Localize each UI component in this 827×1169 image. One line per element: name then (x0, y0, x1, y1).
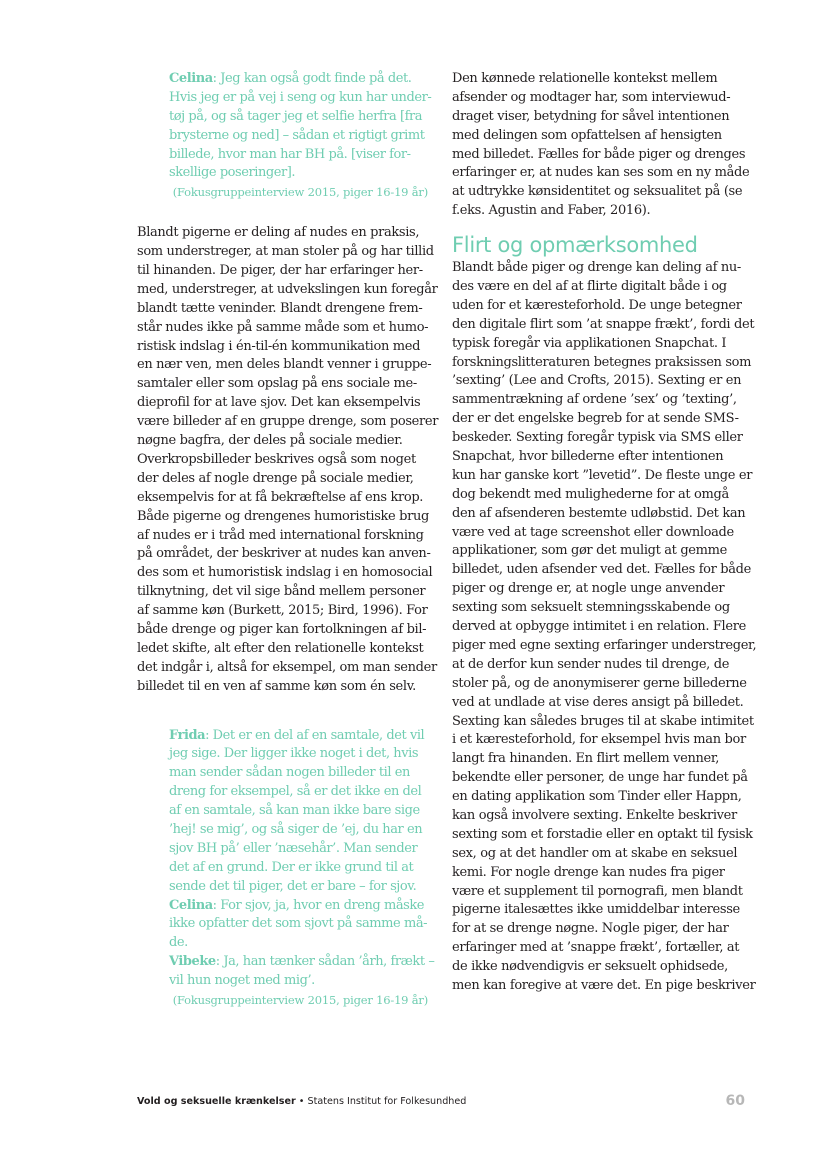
quote-line (169, 783, 428, 802)
quote-line (169, 745, 428, 764)
quote-line (169, 727, 428, 746)
text-line: billedet til en ven af samme køn som én selv. (137, 678, 416, 694)
text-line: blandt tætte veninder. Blandt drengene frem- (137, 300, 423, 316)
text-line: Snapchat, hvor billederne efter intentionen (452, 449, 724, 465)
quote-line (169, 897, 428, 916)
quote-line (169, 972, 428, 991)
text-line: der er det engelske begreb for at sende SMS- (452, 411, 739, 427)
text-line: at de derfor kun sender nudes til drenge, de (452, 656, 730, 672)
quote-line (169, 859, 428, 878)
quote-text: : Jeg kan også godt finde på det. (212, 71, 412, 86)
text-line: langt fra hinanden. En flirt mellem venner, (452, 751, 720, 767)
text-line: kun har ganske kort ”levetid”. De fleste unge er (452, 467, 753, 483)
text-line: billedet, uden afsender ved det. Fælles for både (452, 562, 751, 578)
text-line: nøgne bagfra, der deles på sociale medier. (137, 433, 403, 449)
text-line: Sexting kan således bruges til at skabe intimitet (452, 713, 754, 729)
text-line: uden for et kæresteforhold. De unge betegner (452, 297, 742, 313)
quote-text: af en samtale, så kan man ikke bare sige (169, 803, 420, 819)
text-line: til hinanden. De piger, der har erfaringer her- (137, 263, 423, 279)
speaker-name: Celina (169, 897, 213, 913)
text-line: samtaler eller som opslag på ens sociale me- (137, 376, 417, 392)
quote-citation: (Fokusgruppeinterview 2015, piger 16-19 år) (172, 185, 428, 200)
body-paragraph (137, 224, 439, 696)
text-line: Blandt både piger og drenge kan deling af nu- (452, 260, 741, 276)
quote-text: det af en grund. Der er ikke grund til at (169, 859, 414, 875)
text-line: ledet skifte, alt efter den relationelle kontekst (137, 640, 424, 656)
text-line: dog bekendt med mulighederne for at omgå (452, 486, 729, 502)
quote-text: brysterne og ned] – sådan et rigtigt grimt (169, 127, 425, 143)
text-line: at udtrykke kønsidentitet og seksualitet på (se (452, 184, 743, 200)
text-line: piger med egne sexting erfaringer understreger, (452, 637, 757, 653)
speaker-name: Frida (169, 727, 206, 743)
text-line: det indgår i, altså for eksempel, om man sender (137, 659, 437, 675)
quote-citation: (Fokusgruppeinterview 2015, piger 16-19 år) (172, 992, 428, 1007)
text-line: være billeder af en gruppe drenge, som poserer (137, 414, 439, 430)
quote-line (169, 146, 428, 165)
text-line: med delingen som opfattelsen af hensigten (452, 127, 722, 143)
text-line: med billedet. Fælles for både piger og drenges (452, 146, 746, 162)
quote-line (169, 953, 435, 972)
text-line: Blandt pigerne er deling af nudes en praksis, (137, 225, 420, 241)
text-line: des være en del af at flirte digitalt både i og (452, 279, 727, 295)
quote-line (169, 127, 428, 146)
section-heading: Flirt og opmærksomhed (452, 233, 698, 258)
quote-line (169, 878, 428, 897)
text-line: applikationer, som gør det muligt at gemme (452, 543, 727, 559)
quote-text: : Ja, han tænker sådan ’årh, frækt – (215, 954, 435, 970)
text-line: som understreger, at man stoler på og har tillid (137, 244, 434, 260)
quote-text: jeg sige. Der ligger ikke noget i det, hvis (169, 746, 419, 762)
text-line: dieprofil for at lave sjov. Det kan eksempelvis (137, 395, 421, 411)
text-line: forskningslitteraturen betegnes praksissen som (452, 354, 752, 370)
text-line: typisk foregår via applikationen Snapchat. I (452, 335, 727, 351)
text-line: ved at undlade at vise deres ansigt på billedet. (452, 694, 744, 710)
text-line: Den kønnede relationelle kontekst mellem (452, 71, 718, 86)
page-number: 60 (725, 1093, 745, 1109)
text-line: for at se drenge nøgne. Nogle piger, der har (452, 921, 729, 937)
text-line: Både pigerne og drengenes humoristiske brug (137, 508, 430, 524)
quote-line (169, 840, 428, 859)
text-line: en nær ven, men deles blandt venner i gruppe- (137, 357, 432, 373)
quote-text: sjov BH på’ eller ’næsehår’. Man sender (169, 840, 418, 856)
text-line: piger og drenge er, at nogle unge anvender (452, 581, 725, 597)
text-line: bekendte eller personer, de unge har fundet på (452, 770, 748, 786)
text-line: kan også involvere sexting. Enkelte beskriver (452, 807, 737, 823)
text-line: men kan foregive at være det. En pige beskriver (452, 977, 756, 993)
body-paragraph (452, 259, 757, 996)
page-footer (137, 1093, 745, 1112)
text-line: af nudes er i tråd med international forskning (137, 527, 424, 543)
text-line: ristisk indslag i én-til-én kommunikation med (137, 338, 421, 354)
text-line: pigerne italesættes ikke umiddelbar interesse (452, 902, 740, 918)
text-line: sex, og at det handler om at skabe en seksuel (452, 845, 738, 861)
quote-text: Hvis jeg er på vej i seng og kun har under- (169, 89, 432, 105)
quote-text: skellige poseringer]. (169, 165, 296, 181)
text-line: være et supplement til pornografi, men blandt (452, 883, 743, 899)
text-line: beskeder. Sexting foregår typisk via SMS eller (452, 430, 743, 446)
quote-text: ’hej! se mig’, og så siger de ’ej, du har en (169, 821, 423, 837)
quote-text: tøj på, og så tager jeg et selfie herfra [fra (169, 108, 423, 124)
text-line: eksempelvis for at få bekræftelse af ens krop. (137, 489, 424, 505)
quote-text: vil hun noget med mig’. (169, 973, 315, 989)
text-line: ’sexting’ (Lee and Crofts, 2015). Sexting er en (452, 373, 742, 389)
text-line: des som et humoristisk indslag i en homosocial (137, 565, 433, 581)
text-line: den af afsenderen bestemte udløbstid. Det kan (452, 505, 746, 521)
text-line: af samme køn (Burkett, 2015; Bird, 1996). For (137, 603, 428, 619)
text-line: sammentrækning af ordene ’sex’ og ’texting’, (452, 392, 737, 408)
text-line: Overkropsbilleder beskrives også som noget (137, 451, 416, 467)
text-line: en dating applikation som Tinder eller Happn, (452, 789, 742, 805)
footer-separator: • (295, 1096, 308, 1107)
right-column (452, 70, 757, 996)
text-line: i et kæresteforhold, for eksempel hvis man bor (452, 732, 746, 748)
quote-line (169, 70, 428, 89)
text-line: med, understreger, at udvekslingen kun foregår (137, 281, 438, 297)
quote-text: : Det er en del af en samtale, det vil (205, 727, 425, 743)
quote-line (169, 934, 428, 953)
text-line: derved at opbygge intimitet i en relation. Flere (452, 619, 746, 635)
text-line: kemi. For nogle drenge kan nudes fra piger (452, 864, 725, 880)
text-line: de ikke nødvendigvis er seksuelt ophidsede, (452, 959, 728, 975)
interview-quote (169, 727, 435, 991)
text-line: på området, der beskriver at nudes kan anven- (137, 546, 431, 562)
quote-line (169, 764, 428, 783)
quote-text: dreng for eksempel, så er det ikke en del (169, 784, 422, 800)
text-line: står nudes ikke på samme måde som et humo- (137, 319, 429, 335)
quote-line (169, 108, 428, 127)
text-line: stoler på, og de anonymiserer gerne billederne (452, 675, 747, 691)
text-line: sexting som seksuelt stemningsskabende og (452, 600, 730, 616)
text-line: erfaringer med at ’snappe frækt’, fortæller, at (452, 940, 740, 956)
text-line: erfaringer er, at nudes kan ses som en ny måde (452, 165, 750, 181)
quote-line (169, 89, 432, 108)
left-column (137, 70, 439, 1010)
quote-line (169, 802, 428, 821)
quote-text: man sender sådan nogen billeder til en (169, 765, 410, 781)
interview-quote (169, 70, 432, 183)
text-line: draget viser, betydning for såvel intentionen (452, 108, 730, 124)
quote-text: sende det til piger, det er bare – for sjov. (169, 878, 417, 894)
footer-report-title: Vold og seksuelle krænkelser (137, 1096, 296, 1107)
speaker-name: Vibeke (169, 954, 216, 970)
text-line: tilknytning, det vil sige bånd mellem personer (137, 584, 426, 600)
text-line: både drenge og piger kan fortolkningen af bil- (137, 621, 427, 637)
body-paragraph (452, 70, 750, 221)
quote-text: de. (169, 935, 188, 951)
speaker-name: Celina (169, 71, 213, 86)
footer-publisher: Statens Institut for Folkesundhed (307, 1096, 467, 1107)
text-line: sexting som et forstadie eller en optakt til fysisk (452, 826, 753, 842)
text-line: f.eks. Agustin and Faber, 2016). (452, 203, 651, 219)
quote-text: : For sjov, ja, hvor en dreng måske (212, 897, 425, 913)
text-line: være ved at tage screenshot eller downloade (452, 524, 734, 540)
text-line: der deles af nogle drenge på sociale medier, (137, 470, 414, 486)
quote-text: billede, hvor man har BH på. [viser for- (169, 146, 411, 162)
text-line: den digitale flirt som ’at snappe frækt’, fordi det (452, 316, 755, 332)
quote-line (169, 164, 428, 183)
text-line: afsender og modtager har, som interviewud- (452, 89, 731, 105)
quote-line (169, 915, 428, 934)
quote-line (169, 821, 428, 840)
quote-text: ikke opfatter det som sjovt på samme må- (169, 916, 428, 932)
